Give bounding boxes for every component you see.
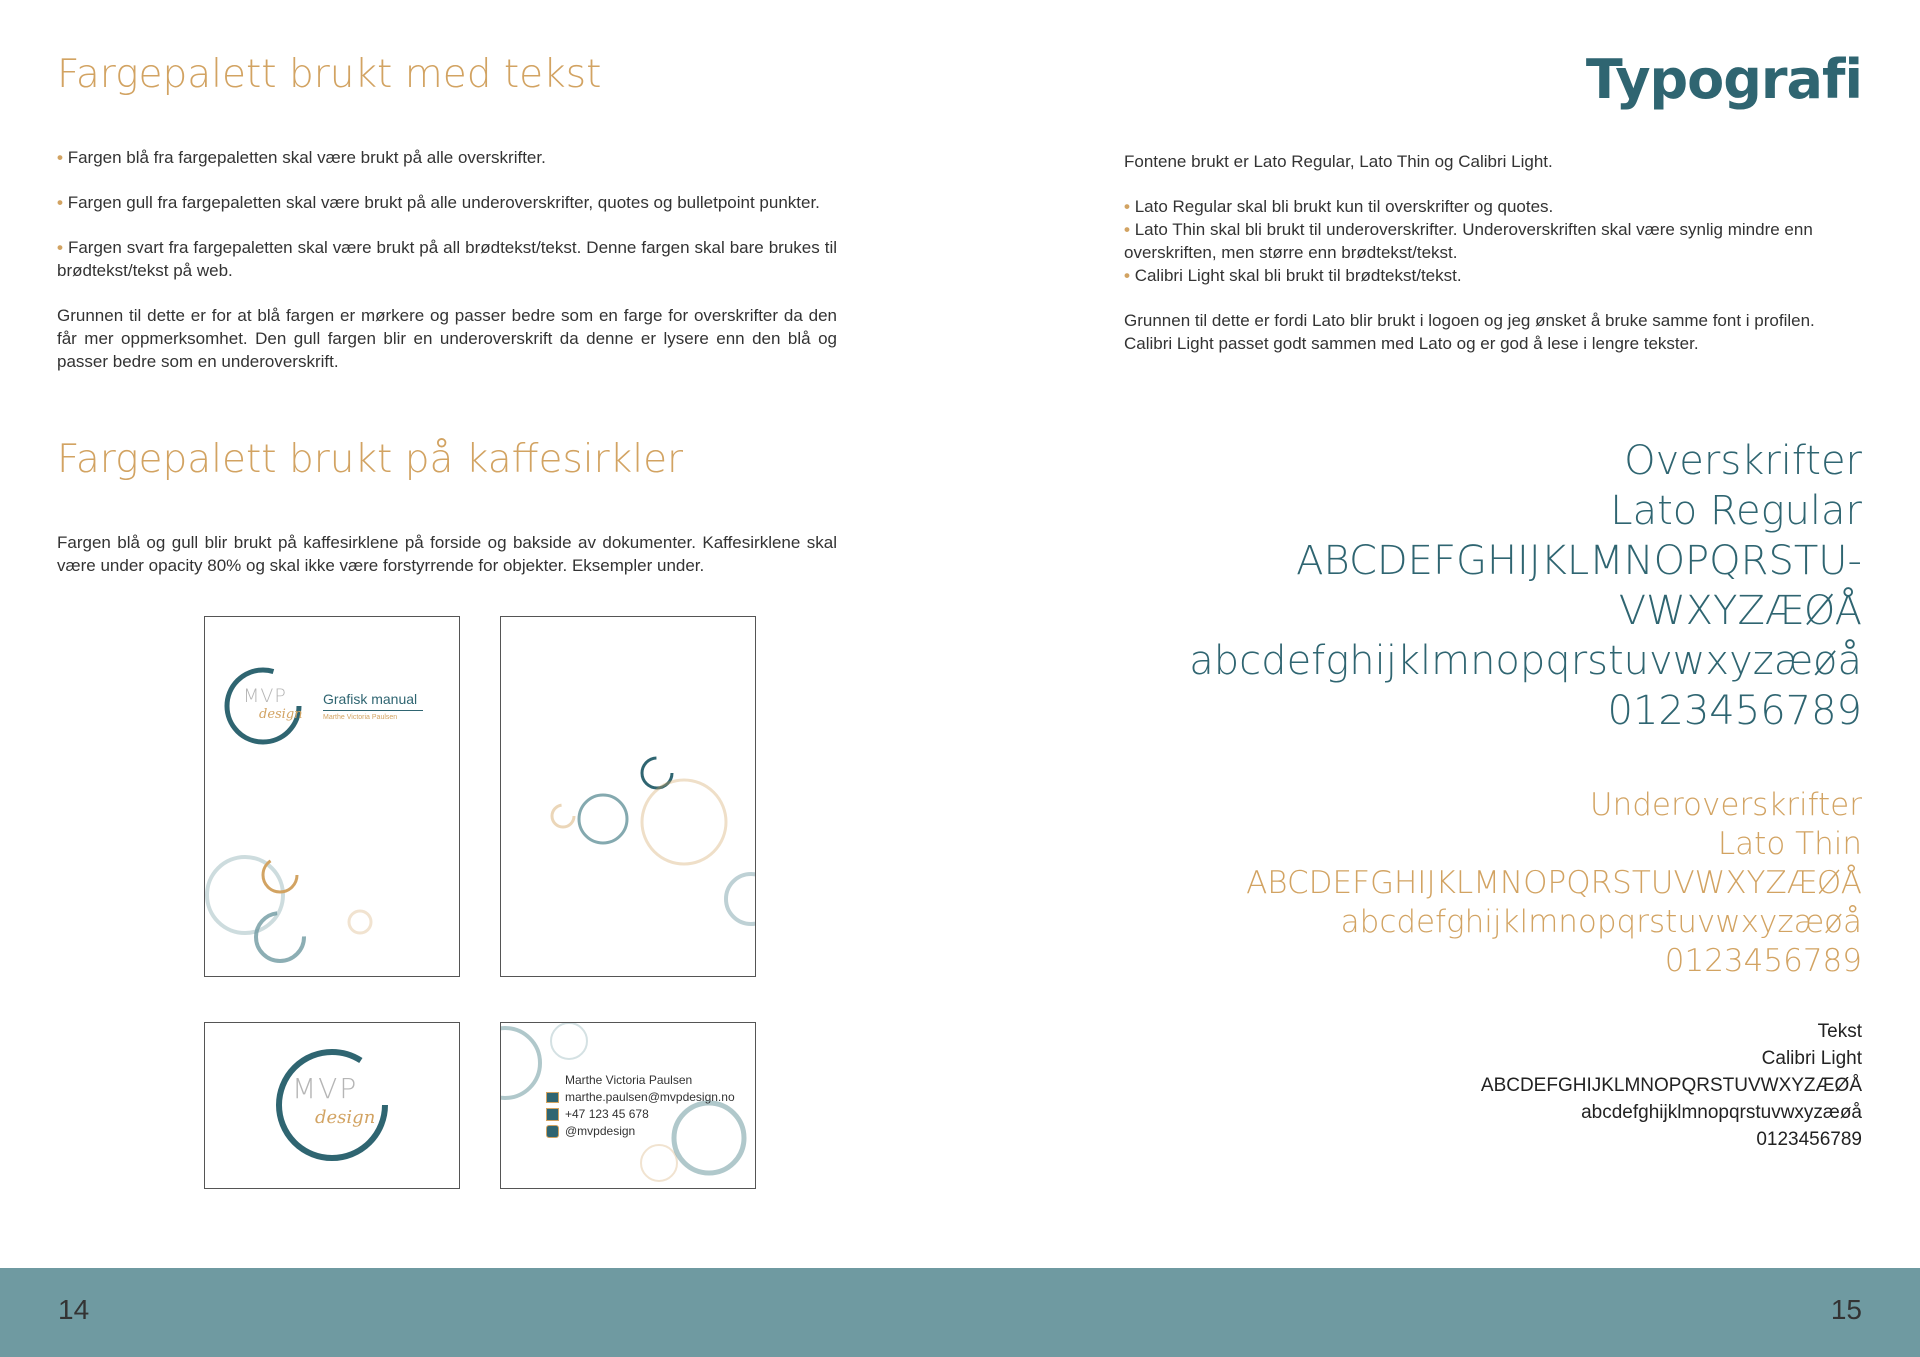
bullet-dot: • [57, 148, 63, 167]
paragraph: Grunnen til dette er fordi Lato blir brukt i logoen og jeg ønsket å bruke samme font i profilen. Calibri Light passet godt sammen med Lato og er god å lese i lengre tekster. [1124, 311, 1815, 353]
coffee-circles-graphic [501, 1023, 755, 1188]
footer-bar [0, 1268, 1920, 1357]
heading-color-text: Fargepalett brukt med tekst [57, 52, 602, 97]
page-number-left: 14 [58, 1294, 90, 1325]
instagram-icon [546, 1125, 559, 1138]
logo-mvp: MVP [243, 685, 287, 707]
coffee-circles-graphic [205, 617, 459, 976]
bullet-text: Fargen blå fra fargepaletten skal være brukt på alle overskrifter. [67, 148, 546, 167]
contact-social-row [546, 1124, 635, 1138]
cover-title: Grafisk manual [323, 691, 418, 707]
coffee-circles-graphic [205, 1023, 459, 1188]
contact-phone-row [546, 1107, 649, 1121]
list-item [1124, 218, 1864, 264]
list-item [57, 146, 837, 169]
bullet-text: Lato Regular skal bli brukt kun til overskrifter og quotes. [1134, 197, 1554, 216]
logo-design-script: design [315, 1107, 376, 1128]
paragraph: Fontene brukt er Lato Regular, Lato Thin og Calibri Light. [1124, 152, 1553, 171]
color-text-section [57, 146, 837, 395]
bullet-dot: • [1124, 266, 1130, 285]
bullet-text: Lato Thin skal bli brukt til underoverskrifter. Underoverskriften skal være synlig mindre enn overskriften, men større enn brødtekst/tekst. [1124, 220, 1813, 262]
bullet-dot: • [57, 238, 63, 257]
list-item [57, 191, 837, 214]
phone-icon [546, 1108, 559, 1121]
bullet-dot: • [57, 193, 63, 212]
page-title: Typografi [1585, 48, 1862, 111]
contact-social: @mvpdesign [565, 1124, 636, 1138]
specimen-lowercase: abcdefghijklmnopqrstuvwxyzæøå [1581, 1102, 1862, 1123]
specimen-lowercase: abcdefghijklmnopqrstuvwxyzæøå [1189, 638, 1862, 684]
cover-title-underline [323, 710, 423, 711]
contact-email: marthe.paulsen@mvpdesign.no [565, 1090, 735, 1104]
cover-subtitle: Marthe Victoria Paulsen [323, 714, 398, 721]
bullet-dot: • [1124, 220, 1130, 239]
specimen-digits: 0123456789 [1756, 1129, 1862, 1150]
specimen-label: Tekst [1817, 1021, 1862, 1042]
example-card-front [204, 1022, 460, 1189]
example-cover-page [204, 616, 460, 977]
contact-phone: +47 123 45 678 [565, 1107, 649, 1121]
specimen-uppercase: ABCDEFGHIJKLMNOPQRSTUVWXYZÆØÅ [1246, 865, 1862, 901]
specimen-text [962, 1018, 1862, 1153]
example-card-back [500, 1022, 756, 1189]
list-item [1124, 195, 1864, 218]
specimen-digits: 0123456789 [1607, 688, 1862, 734]
bullet-text: Fargen gull fra fargepaletten skal være brukt på alle underoverskrifter, quotes og bulletpoint punkter. [67, 193, 820, 212]
specimen-uppercase: ABCDEFGHIJKLMNOPQRSTU- [1296, 538, 1862, 584]
list-item [57, 236, 837, 282]
specimen-headings [962, 436, 1862, 736]
specimen-lowercase: abcdefghijklmnopqrstuvwxyzæøå [1340, 904, 1862, 940]
example-back-page [500, 616, 756, 977]
typography-section [1124, 150, 1864, 377]
coffee-circles-graphic [501, 617, 755, 976]
specimen-digits: 0123456789 [1664, 943, 1862, 979]
logo-mvp: MVP [292, 1072, 359, 1105]
specimen-label: Underoverskrifter [1589, 787, 1862, 823]
bullet-dot: • [1124, 197, 1130, 216]
specimen-uppercase: ABCDEFGHIJKLMNOPQRSTUVWXYZÆØÅ [1480, 1075, 1862, 1096]
contact-email-row [546, 1090, 735, 1104]
specimen-label: Overskrifter [1624, 438, 1862, 484]
heading-coffee-circles: Fargepalett brukt på kaffesirkler [57, 437, 684, 482]
bullet-text: Fargen svart fra fargepaletten skal være brukt på all brødtekst/tekst. Denne fargen skal bare brukes til brødtekst/tekst på web. [57, 238, 837, 280]
specimen-font-name: Lato Thin [1717, 826, 1862, 862]
paragraph: Fargen blå og gull blir brukt på kaffesirklene på forside og bakside av dokumenter. Kaffesirklene skal være under opacity 80% og skal ikke være forstyrrende for objekter. Eksempler under. [57, 533, 837, 575]
specimen-subheadings [962, 786, 1862, 981]
paragraph: Grunnen til dette er for at blå fargen er mørkere og passer bedre som en farge for overskrifter da den får mer oppmerksomhet. Den gull fargen blir en underoverskrift da denne er lysere enn den blå og passer bedre som en underoverskrift. [57, 306, 837, 371]
page-number-right: 15 [1830, 1294, 1862, 1325]
specimen-uppercase: VWXYZÆØÅ [1618, 588, 1862, 634]
mail-icon [546, 1092, 559, 1103]
list-item [1124, 264, 1864, 287]
bullet-text: Calibri Light skal bli brukt til brødtekst/tekst. [1134, 266, 1462, 285]
specimen-font-name: Lato Regular [1610, 488, 1862, 534]
specimen-font-name: Calibri Light [1761, 1048, 1862, 1069]
contact-name: Marthe Victoria Paulsen [565, 1073, 693, 1087]
logo-design-script: design [259, 707, 303, 722]
